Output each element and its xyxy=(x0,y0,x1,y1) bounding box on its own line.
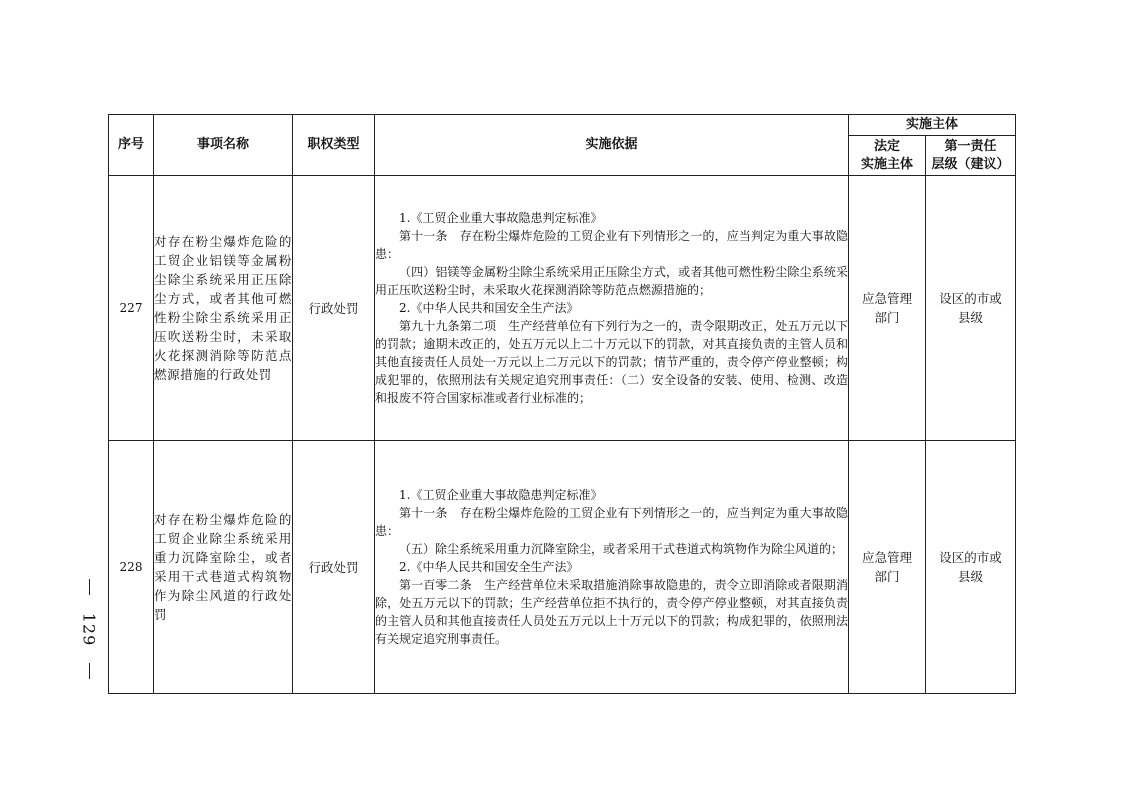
header-first-resp-line2: 层级（建议） xyxy=(931,156,1010,172)
row-item-name: 对存在粉尘爆炸危险的工贸企业铝镁等金属粉尘除尘系统采用正压除尘方式，或者其他可燃性粉尘除尘系统采用正压吹送粉尘时，未采取火花探测消除等防范点燃源措施的行政处罚 xyxy=(154,176,293,441)
basis-paragraph: 1.《工贸企业重大事故隐患判定标准》 xyxy=(399,211,603,225)
row-seq: 228 xyxy=(109,441,154,694)
basis-paragraph: 2.《中华人民共和国安全生产法》 xyxy=(399,301,579,315)
table-row xyxy=(109,441,1016,694)
legal-subject-line2: 部门 xyxy=(874,569,900,584)
first-resp-line1: 设区的市或 xyxy=(939,291,1002,306)
page-number-dash-bottom xyxy=(89,663,90,679)
first-resp-line2: 县级 xyxy=(958,310,984,325)
row-first-responsibility xyxy=(926,176,1016,441)
basis-paragraph: 第十一条 存在粉尘爆炸危险的工贸企业有下列情形之一的，应当判定为重大事故隐患： xyxy=(375,229,848,261)
row-power-type: 行政处罚 xyxy=(293,176,375,441)
responsibility-table xyxy=(108,114,1016,694)
header-basis: 实施依据 xyxy=(375,115,849,176)
row-item-name: 对存在粉尘爆炸危险的工贸企业除尘系统采用重力沉降室除尘，或者采用干式巷道式构筑物作为除尘风道的行政处罚 xyxy=(154,441,293,694)
basis-paragraph: 第十一条 存在粉尘爆炸危险的工贸企业有下列情形之一的，应当判定为重大事故隐患： xyxy=(375,506,848,538)
row-legal-subject xyxy=(849,176,926,441)
header-seq: 序号 xyxy=(109,115,154,176)
header-legal-subject-line2: 实施主体 xyxy=(860,156,913,172)
header-first-resp-line1: 第一责任 xyxy=(944,138,997,154)
basis-paragraph: （四）铝镁等金属粉尘除尘系统采用正压除尘方式，或者其他可燃性粉尘除尘系统采用正压吹送粉尘时，未采取火花探测消除等防范点燃源措施的； xyxy=(375,265,848,297)
page-number-text: 129 xyxy=(79,612,99,646)
header-legal-subject xyxy=(849,136,926,176)
first-resp-line2: 县级 xyxy=(958,569,984,584)
page-number xyxy=(78,579,100,679)
row-first-responsibility xyxy=(926,441,1016,694)
header-first-responsibility xyxy=(926,136,1016,176)
first-resp-line1: 设区的市或 xyxy=(939,550,1002,565)
page-number-dash-top xyxy=(89,579,90,595)
basis-paragraph: （五）除尘系统采用重力沉降室除尘，或者采用干式巷道式构筑物作为除尘风道的； xyxy=(399,542,844,556)
table-row xyxy=(109,176,1016,441)
row-basis xyxy=(375,441,849,694)
header-subject-group: 实施主体 xyxy=(849,115,1016,136)
basis-paragraph: 第九十九条第二项 生产经营单位有下列行为之一的，责令限期改正，处五万元以下的罚款；逾期未改正的，处五万元以上二十万元以下的罚款，对其直接负责的主管人员和其他直接责任人员处一万元以上二万元以下的罚款；情节严重的，责令停产停业整顿；构成犯罪的，依照刑法有关规定追究刑事责任：（二）安全设备的安装、使用、检测、改造和报废不符合国家标准或者行业标准的； xyxy=(375,319,848,405)
legal-subject-line1: 应急管理 xyxy=(861,550,912,565)
header-item-name: 事项名称 xyxy=(154,115,293,176)
legal-subject-line1: 应急管理 xyxy=(861,291,912,306)
row-legal-subject xyxy=(849,441,926,694)
basis-paragraph: 1.《工贸企业重大事故隐患判定标准》 xyxy=(399,488,603,502)
basis-paragraph: 第一百零二条 生产经营单位未采取措施消除事故隐患的，责令立即消除或者限期消除，处五万元以下的罚款；生产经营单位拒不执行的，责令停产停业整顿，对其直接负责的主管人员和其他直接责任人员处五万元以上十万元以下的罚款；构成犯罪的，依照刑法有关规定追究刑事责任。 xyxy=(375,578,848,646)
header-power-type: 职权类型 xyxy=(293,115,375,176)
basis-paragraph: 2.《中华人民共和国安全生产法》 xyxy=(399,560,579,574)
row-seq: 227 xyxy=(109,176,154,441)
row-basis xyxy=(375,176,849,441)
row-power-type: 行政处罚 xyxy=(293,441,375,694)
header-legal-subject-line1: 法定 xyxy=(873,138,900,154)
legal-subject-line2: 部门 xyxy=(874,310,900,325)
